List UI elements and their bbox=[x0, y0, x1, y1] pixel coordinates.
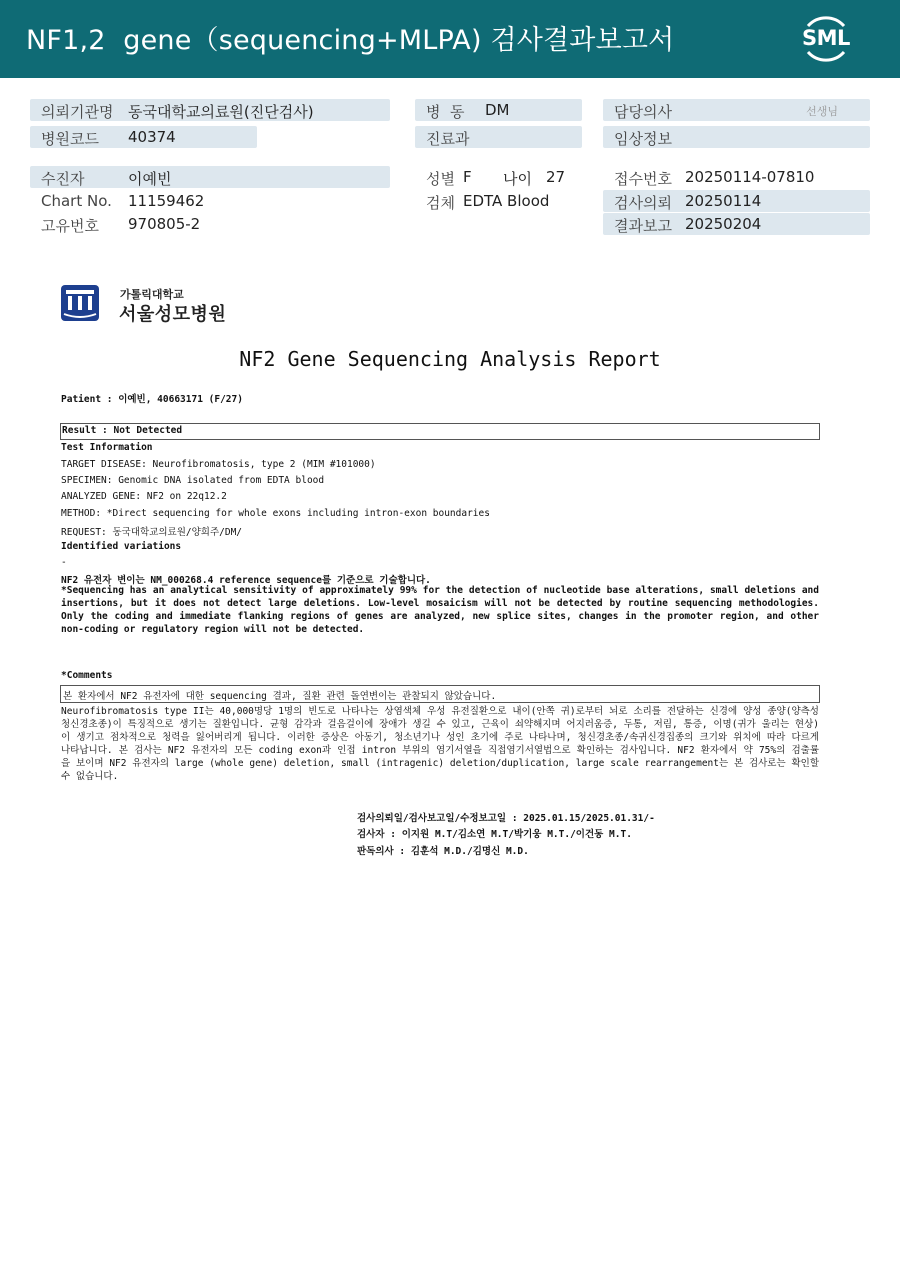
dates-line: 검사의뢰일/검사보고일/수정보고일 : 2025.01.15/2025.01.31/- bbox=[357, 813, 655, 824]
specimen-value: EDTA Blood bbox=[463, 192, 550, 210]
method-info: METHOD: *Direct sequencing for whole exons including intron-exon boundaries bbox=[61, 508, 490, 519]
clinical-info-field bbox=[603, 126, 870, 148]
analysis-report-title: NF2 Gene Sequencing Analysis Report bbox=[239, 347, 661, 371]
result-box bbox=[60, 423, 820, 440]
result-date-field bbox=[603, 213, 870, 235]
clinical-info-label: 임상정보 bbox=[614, 130, 672, 148]
result-line: Result : Not Detected bbox=[62, 425, 183, 436]
patient-line: Patient : 이예빈, 40663171 (F/27) bbox=[61, 394, 243, 405]
report-title: NF1,2 gene（sequencing+MLPA) 검사결과보고서 bbox=[26, 25, 675, 56]
patient-field bbox=[30, 166, 390, 188]
request-date-value: 20250114 bbox=[685, 192, 762, 210]
request-date-label: 검사의뢰 bbox=[614, 194, 672, 212]
department-field bbox=[415, 126, 582, 148]
doctor-suffix: 선생님 bbox=[806, 105, 838, 118]
age-value: 27 bbox=[546, 168, 566, 186]
reference-note: NF2 유전자 변이는 NM_000268.4 reference sequence를 기준으로 기술합니다. bbox=[61, 575, 431, 586]
doctor-field bbox=[603, 99, 870, 121]
hospital-emblem-icon bbox=[60, 284, 100, 322]
receipt-label: 접수번호 bbox=[614, 170, 672, 188]
specimen-field bbox=[415, 190, 582, 212]
sml-logo-text: SML bbox=[802, 26, 850, 50]
unique-id-value: 970805-2 bbox=[128, 215, 201, 233]
hospital-code-field bbox=[30, 126, 257, 148]
sex-age-field bbox=[415, 166, 582, 188]
request-info: REQUEST: 동국대학교의료원/양희주/DM/ bbox=[61, 527, 243, 538]
unique-id-field bbox=[30, 213, 390, 235]
identified-variations-heading: Identified variations bbox=[61, 541, 182, 552]
comment-body: Neurofibromatosis type II는 40,000명당 1명의 빈도로 나타나는 상염색체 우성 유전질환으로 내이(안쪽 귀)로부터 뇌로 소리를 전달하는 신경에 양성 종양(양측성 청신경초종)이 특징적으로 생기는 질환입니다. 균형 감각과 걸음걸이에 장애가 생길 수 있고, 근육이 쇠약해지며 어지러움증, 두통, 저림, 통증, 이명(귀가 울리는 현상)이 생기고 점차적으로 청력을 잃어버리게 됩니다. 이러한 증상은 아동기, 청소년기나 성인 초기에 주로 나타나며, 청신경초종/속귀신경집종의 크기와 위치에 따라 다르게 나타납니다. 본 검사는 NF2 유전자의 모든 coding exon과 인접 intron 부위의 염기서열을 직접염기서열법으로 확인하는 검사입니다. NF2 환자에서 약 75%의 검출률을 보이며 NF2 유전자의 large (whole gene) deletion, small (intragenic) deletion/duplication, large scale rearrangement는 본 검사로는 확인할 수 없습니다. bbox=[61, 706, 819, 782]
specimen-info: SPECIMEN: Genomic DNA isolated from EDTA blood bbox=[61, 475, 325, 486]
patient-label: 수진자 bbox=[41, 170, 85, 188]
chart-no-field bbox=[30, 190, 390, 212]
hospital-code-value: 40374 bbox=[128, 128, 176, 146]
report-header bbox=[0, 0, 900, 78]
comments-heading: *Comments bbox=[61, 670, 113, 681]
hospital-name: 서울성모병원 bbox=[119, 304, 227, 325]
target-disease: TARGET DISEASE: Neurofibromatosis, type 2 (MIM #101000) bbox=[61, 459, 376, 470]
department-label: 진료과 bbox=[426, 130, 470, 148]
ward-value: DM bbox=[485, 101, 510, 119]
doctor-label: 담당의사 bbox=[614, 103, 672, 121]
sml-logo bbox=[798, 12, 854, 64]
result-date-label: 결과보고 bbox=[614, 217, 672, 235]
sensitivity-note: *Sequencing has an analytical sensitivity of approximately 99% for the detection of nucleotide base alterations, small deletions and insertions, but it does not detect large deletions. Low-level mosaicism will not be detected by routine sequencing methodologies. Only the coding and immediate flanking regions of genes are analyzed, new splice sites, changes in the promoter region, and other non-coding or regulatory region will not be detected. bbox=[61, 585, 819, 635]
ward-label: 병 동 bbox=[426, 103, 465, 121]
ward-field bbox=[415, 99, 582, 121]
chart-no-value: 11159462 bbox=[128, 192, 205, 210]
specimen-label: 검체 bbox=[426, 194, 455, 212]
test-info-heading: Test Information bbox=[61, 442, 153, 453]
institution-field bbox=[30, 99, 390, 121]
institution-value: 동국대학교의료원(진단검사) bbox=[128, 103, 314, 121]
institution-label: 의뢰기관명 bbox=[41, 103, 114, 121]
analyzed-gene: ANALYZED GENE: NF2 on 22q12.2 bbox=[61, 491, 227, 502]
sex-value: F bbox=[463, 168, 472, 186]
patient-value: 이예빈 bbox=[128, 170, 172, 188]
result-date-value: 20250204 bbox=[685, 215, 762, 233]
hospital-code-label: 병원코드 bbox=[41, 130, 99, 148]
variations-dash: - bbox=[61, 557, 67, 568]
request-date-field bbox=[603, 190, 870, 212]
pathologists-line: 판독의사 : 김훈석 M.D./김명신 M.D. bbox=[357, 846, 529, 857]
comment-box bbox=[60, 685, 820, 703]
unique-id-label: 고유번호 bbox=[41, 217, 99, 235]
hospital-university: 가톨릭대학교 bbox=[120, 288, 184, 301]
receipt-value: 20250114-07810 bbox=[685, 168, 815, 186]
sex-label: 성별 bbox=[426, 170, 455, 188]
hospital-emblem bbox=[60, 284, 100, 322]
age-label: 나이 bbox=[503, 170, 532, 188]
testers-line: 검사자 : 이지원 M.T/김소연 M.T/박기웅 M.T./이건동 M.T. bbox=[357, 829, 632, 840]
receipt-field bbox=[603, 166, 870, 188]
chart-no-label: Chart No. bbox=[41, 192, 112, 210]
comment-box-text: 본 환자에서 NF2 유전자에 대한 sequencing 결과, 질환 관련 돌연변이는 관찰되지 않았습니다. bbox=[63, 691, 497, 702]
